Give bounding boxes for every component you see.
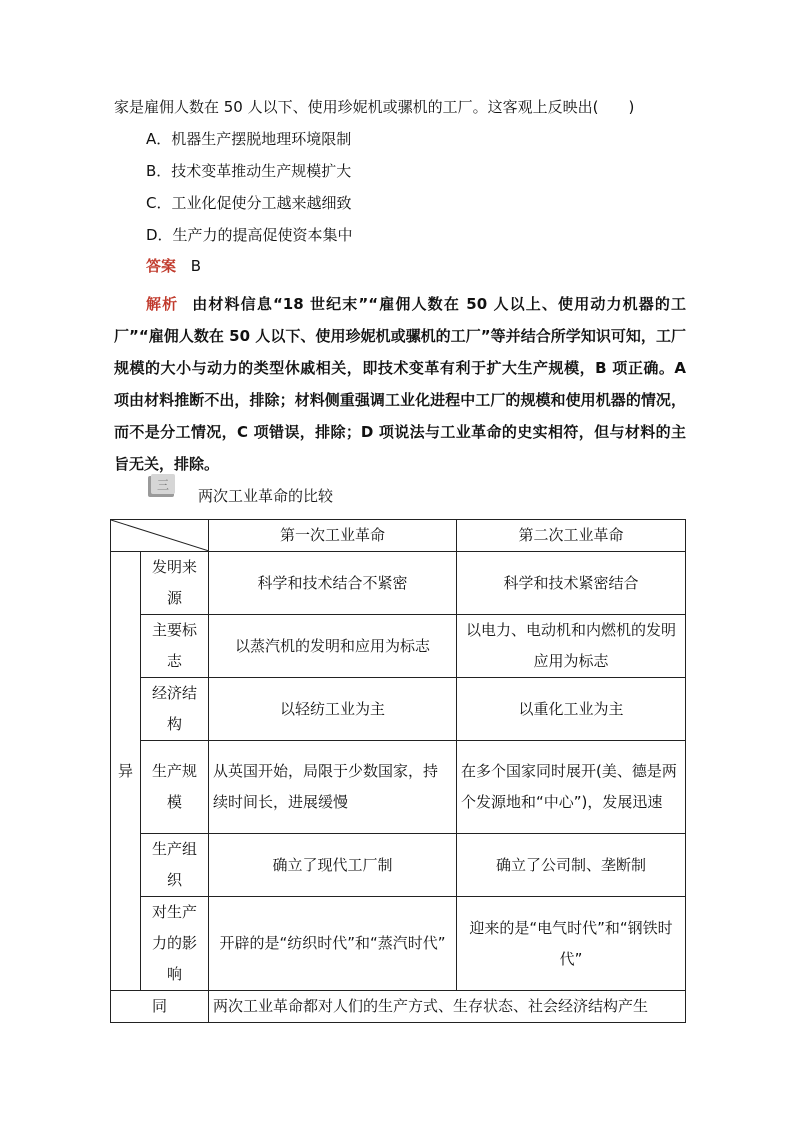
row-first: 以轻纺工业为主 xyxy=(209,678,457,741)
row-aspect: 对生产力的影响 xyxy=(141,897,209,991)
answer-label: 答案 xyxy=(146,257,177,275)
table-row-same xyxy=(111,991,686,1023)
option-d: D．生产力的提高促使资本集中 xyxy=(146,226,353,244)
section-number: 三 xyxy=(156,478,170,492)
table-row xyxy=(111,741,686,834)
section-title: 两次工业革命的比较 xyxy=(198,487,334,505)
row-second: 在多个国家同时展开(美、德是两个发源地和“中心”)，发展迅速 xyxy=(457,741,686,834)
answer-value: B xyxy=(190,257,202,275)
row-second: 以重化工业为主 xyxy=(457,678,686,741)
analysis-label: 解析 xyxy=(146,295,179,313)
row-second: 以电力、电动机和内燃机的发明应用为标志 xyxy=(457,615,686,678)
row-first: 从英国开始，局限于少数国家，持续时间长，进展缓慢 xyxy=(209,741,457,834)
row-aspect: 经济结构 xyxy=(141,678,209,741)
analysis-text: 由材料信息“18 世纪末”“雇佣人数在 50 人以上、使用动力机器的工厂”“雇佣人数在 50 人以下、使用珍妮机或骡机的工厂”等并结合所学知识可知，工厂规模的大小与动力的类型休戚相关，即技术变革有利于扩大生产规模，B 项正确。A 项由材料推断不出，排除；材料侧重强调工业化进程中工厂的规模和使用机器的情况，而不是分工情况，C 项错误，排除；D 项说法与工业革命的史实相符，但与材料的主旨无关，排除。 xyxy=(114,295,686,473)
diagonal-line-icon xyxy=(111,520,209,551)
row-first: 开辟的是“纺织时代”和“蒸汽时代” xyxy=(209,897,457,991)
row-aspect: 生产规模 xyxy=(141,741,209,834)
answer-line xyxy=(146,256,201,276)
row-second: 确立了公司制、垄断制 xyxy=(457,834,686,897)
table-row xyxy=(111,552,686,615)
option-c: C．工业化促使分工越来越细致 xyxy=(146,194,352,212)
row-aspect: 生产组织 xyxy=(141,834,209,897)
diagonal-corner-cell xyxy=(111,520,209,552)
table-row xyxy=(111,897,686,991)
table-row xyxy=(111,834,686,897)
row-aspect: 主要标志 xyxy=(141,615,209,678)
table-header-row xyxy=(111,520,686,552)
row-second: 迎来的是“电气时代”和“钢铁时代” xyxy=(457,897,686,991)
row-aspect: 发明来源 xyxy=(141,552,209,615)
header-second: 第二次工业革命 xyxy=(457,520,686,552)
option-a: A．机器生产摆脱地理环境限制 xyxy=(146,130,352,148)
same-text: 两次工业革命都对人们的生产方式、生存状态、社会经济结构产生 xyxy=(209,991,686,1023)
diff-label: 异 xyxy=(111,552,141,991)
row-first: 以蒸汽机的发明和应用为标志 xyxy=(209,615,457,678)
section-number-icon xyxy=(148,474,176,498)
same-label: 同 xyxy=(111,991,209,1023)
table-row xyxy=(111,678,686,741)
question-stem: 家是雇佣人数在 50 人以下、使用珍妮机或骡机的工厂。这客观上反映出( ) xyxy=(114,98,635,116)
header-first: 第一次工业革命 xyxy=(209,520,457,552)
comparison-table xyxy=(110,519,686,1023)
table-row xyxy=(111,615,686,678)
row-second: 科学和技术紧密结合 xyxy=(457,552,686,615)
option-b: B．技术变革推动生产规模扩大 xyxy=(146,162,352,180)
row-first: 确立了现代工厂制 xyxy=(209,834,457,897)
analysis-paragraph xyxy=(114,288,686,480)
row-first: 科学和技术结合不紧密 xyxy=(209,552,457,615)
